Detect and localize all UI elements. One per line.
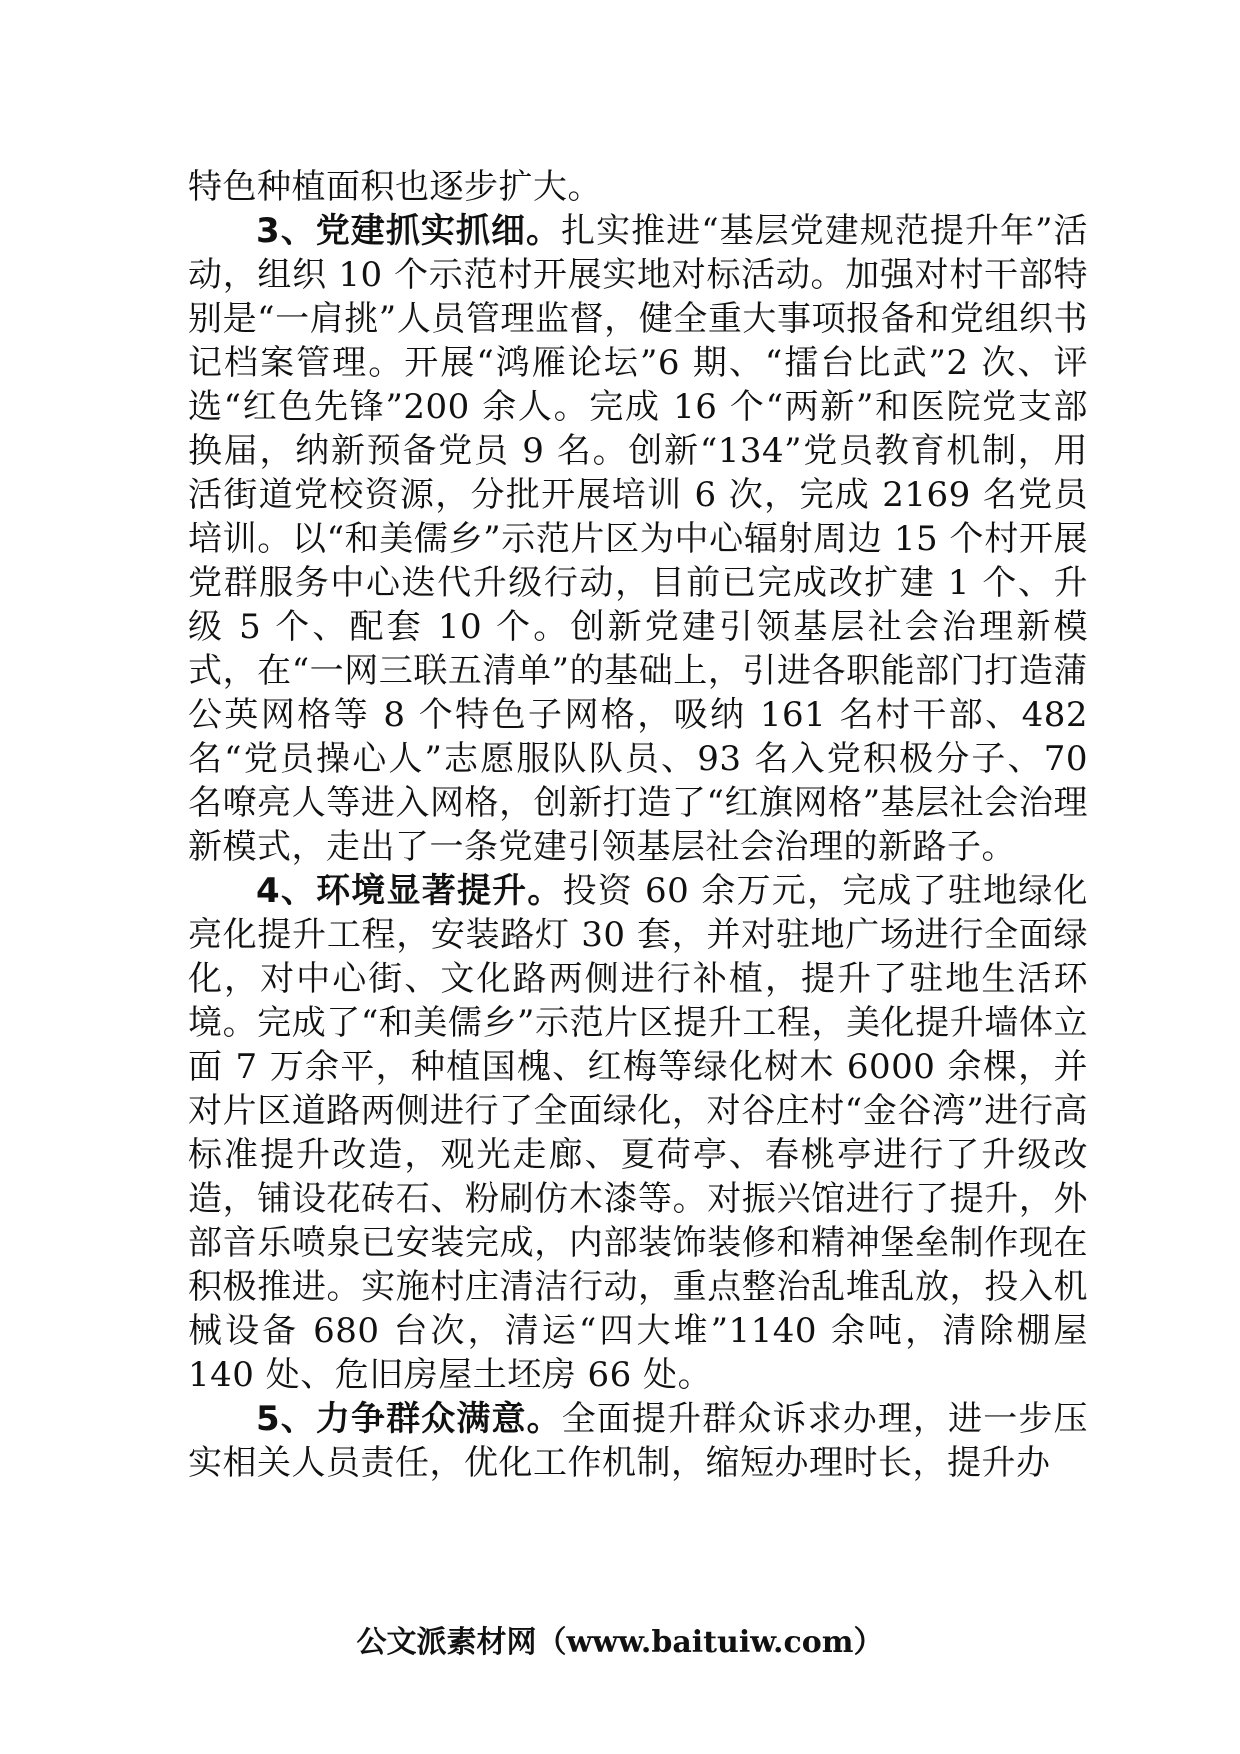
paragraph-continuation bbox=[188, 165, 1088, 209]
paragraph-text: 扎实推进“基层党建规范提升年”活动，组织 10 个示范村开展实地对标活动。加强对村干部特别是“一肩挑”人员管理监督，健全重大事项报备和党组织书记档案管理。开展“鸿雁论坛”6 期、“擂台比武”2 次、评选“红色先锋”200 余人。完成 16 个“两新”和医院党支部换届，纳新预备党员 9 名。创新“134”党员教育机制，用活街道党校资源，分批开展培训 6 次，完成 2169 名党员培训。以“和美儒乡”示范片区为中心辐射周边 15 个村开展党群服务中心迭代升级行动，目前已完成改扩建 1 个、升级 5 个、配套 10 个。创新党建引领基层社会治理新模式，在“一网三联五清单”的基础上，引进各职能部门打造蒲公英网格等 8 个特色子网格，吸纳 161 名村干部、482 名“党员操心人”志愿服队队员、93 名入党积极分子、70 名嘹亮人等进入网格，创新打造了“红旗网格”基层社会治理新模式，走出了一条党建引领基层社会治理的新路子。 bbox=[188, 211, 1088, 867]
paragraph-heading: 5、力争群众满意。 bbox=[256, 1399, 562, 1439]
paragraph-text: 全面提升群众诉求办理，进一步压实相关人员责任，优化工作机制，缩短办理时长，提升办 bbox=[188, 1399, 1088, 1483]
paragraph-text: 特色种植面积也逐步扩大。 bbox=[188, 167, 602, 207]
paragraph-text: 投资 60 余万元，完成了驻地绿化亮化提升工程，安装路灯 30 套，并对驻地广场进行全面绿化，对中心街、文化路两侧进行补植，提升了驻地生活环境。完成了“和美儒乡”示范片区提升工程，美化提升墙体立面 7 万余平，种植国槐、红梅等绿化树木 6000 余棵，并对片区道路两侧进行了全面绿化，对谷庄村“金谷湾”进行高标准提升改造，观光走廊、夏荷亭、春桃亭进行了升级改造，铺设花砖石、粉刷仿木漆等。对振兴馆进行了提升，外部音乐喷泉已安装完成，内部装饰装修和精神堡垒制作现在积极推进。实施村庄清洁行动，重点整治乱堆乱放，投入机械设备 680 台次，清运“四大堆”1140 余吨，清除棚屋 140 处、危旧房屋土坯房 66 处。 bbox=[188, 871, 1088, 1395]
page-footer: 公文派素材网（www.baituiw.com） bbox=[356, 1625, 884, 1660]
paragraph-party-building bbox=[188, 209, 1088, 869]
paragraph-heading: 3、党建抓实抓细。 bbox=[256, 211, 562, 251]
document-body bbox=[188, 165, 1088, 1485]
paragraph-environment bbox=[188, 869, 1088, 1397]
paragraph-heading: 4、环境显著提升。 bbox=[256, 871, 563, 911]
paragraph-satisfaction bbox=[188, 1397, 1088, 1485]
